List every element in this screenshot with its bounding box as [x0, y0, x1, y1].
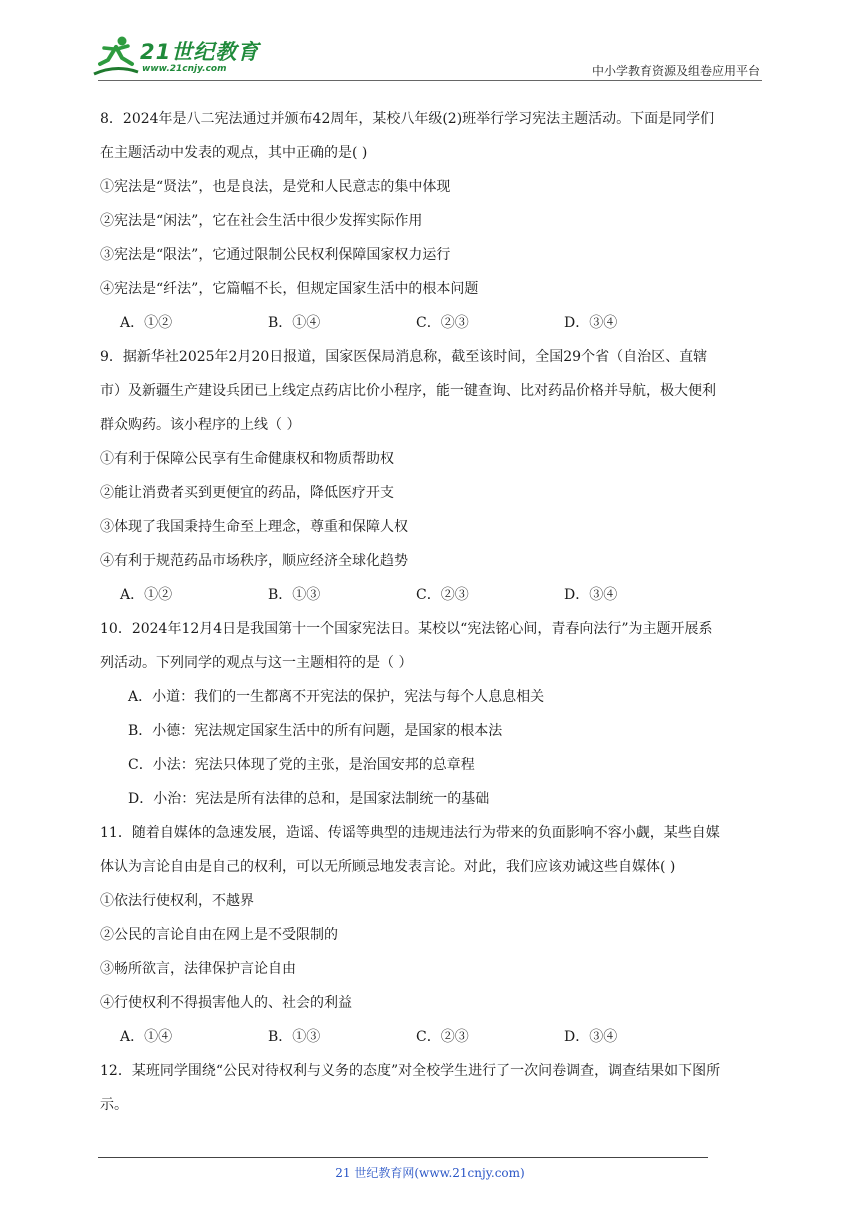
- question-8: [100, 102, 764, 340]
- option-a[interactable]: A．小道：我们的一生都离不开宪法的保护，宪法与每个人息息相关: [128, 689, 545, 705]
- statement-item: ④宪法是“纤法”，它篇幅不长，但规定国家生活中的根本问题: [100, 281, 479, 297]
- question-11: [100, 816, 764, 1054]
- option-b[interactable]: B．小德：宪法规定国家生活中的所有问题，是国家的根本法: [128, 723, 503, 739]
- logo-url: www.21cnjy.com: [142, 64, 227, 74]
- option-d[interactable]: D．③④: [564, 587, 618, 603]
- question-stem: 8．2024年是八二宪法通过并颁布42周年，某校八年级(2)班举行学习宪法主题活动。下面是同学们: [100, 111, 715, 127]
- option-b[interactable]: B．①③: [268, 587, 321, 603]
- site-logo[interactable]: [92, 34, 262, 80]
- question-stem: 11．随着自媒体的急速发展，造谣、传谣等典型的违规违法行为带来的负面影响不容小觑，某些自媒: [100, 825, 720, 841]
- statement-item: ②公民的言论自由在网上是不受限制的: [100, 927, 338, 943]
- question-stem: 9．据新华社2025年2月20日报道，国家医保局消息称，截至该时间，全国29个省（自治区、直辖: [100, 349, 708, 365]
- runner-logo-icon: [92, 34, 140, 78]
- question-9: [100, 340, 764, 612]
- logo-text: 21世纪教育: [140, 40, 260, 64]
- question-stem: 10．2024年12月4日是我国第十一个国家宪法日。某校以“宪法铭心间，青春向法行”为主题开展系: [100, 621, 713, 637]
- option-c[interactable]: C．小法：宪法只体现了党的主张，是治国安邦的总章程: [128, 757, 475, 773]
- option-a[interactable]: A．①②: [120, 315, 173, 331]
- statement-item: ③宪法是“限法”，它通过限制公民权利保障国家权力运行: [100, 247, 451, 263]
- statement-item: ①有利于保障公民享有生命健康权和物质帮助权: [100, 451, 394, 467]
- question-10: [100, 612, 764, 816]
- answer-options: [100, 578, 764, 612]
- option-d[interactable]: D．③④: [564, 1029, 618, 1045]
- page-header: [0, 0, 860, 82]
- option-b[interactable]: B．①④: [268, 315, 321, 331]
- option-b[interactable]: B．①③: [268, 1029, 321, 1045]
- answer-options: [100, 1020, 764, 1054]
- statement-item: ①宪法是“贤法”，也是良法，是党和人民意志的集中体现: [100, 179, 451, 195]
- statement-item: ②宪法是“闲法”，它在社会生活中很少发挥实际作用: [100, 213, 423, 229]
- statement-item: ②能让消费者买到更便宜的药品，降低医疗开支: [100, 485, 394, 501]
- exam-content: [100, 102, 764, 1122]
- footer-link[interactable]: 21 世纪教育网(www.21cnjy.com): [335, 1166, 525, 1180]
- platform-title: 中小学教育资源及组卷应用平台: [591, 64, 760, 78]
- question-stem: 在主题活动中发表的观点，其中正确的是( ): [100, 145, 368, 161]
- option-d[interactable]: D．③④: [564, 315, 618, 331]
- header-divider: [98, 80, 762, 81]
- option-a[interactable]: A．①②: [120, 587, 173, 603]
- question-stem: 市）及新疆生产建设兵团已上线定点药店比价小程序，能一键查询、比对药品价格并导航，极大便利: [100, 383, 716, 399]
- option-c[interactable]: C．②③: [416, 1029, 469, 1045]
- option-a[interactable]: A．①④: [120, 1029, 173, 1045]
- option-c[interactable]: C．②③: [416, 315, 469, 331]
- statement-item: ④行使权利不得损害他人的、社会的利益: [100, 995, 352, 1011]
- statement-item: ①依法行使权利，不越界: [100, 893, 254, 909]
- option-d[interactable]: D．小治：宪法是所有法律的总和，是国家法制统一的基础: [128, 791, 490, 807]
- footer-divider: [98, 1157, 708, 1158]
- statement-item: ③体现了我国秉持生命至上理念，尊重和保障人权: [100, 519, 408, 535]
- question-stem: 列活动。下列同学的观点与这一主题相符的是（ ）: [100, 655, 413, 671]
- answer-options: [100, 306, 764, 340]
- question-stem: 12．某班同学围绕“公民对待权利与义务的态度”对全校学生进行了一次问卷调查，调查结果如下图所: [100, 1063, 721, 1079]
- question-stem: 示。: [100, 1097, 128, 1113]
- statement-item: ④有利于规范药品市场秩序，顺应经济全球化趋势: [100, 553, 408, 569]
- statement-item: ③畅所欲言，法律保护言论自由: [100, 961, 296, 977]
- option-c[interactable]: C．②③: [416, 587, 469, 603]
- question-stem: 体认为言论自由是自己的权利，可以无所顾忌地发表言论。对此，我们应该劝诫这些自媒体( ): [100, 859, 676, 875]
- question-stem: 群众购药。该小程序的上线（ ）: [100, 417, 301, 433]
- question-12: [100, 1054, 764, 1122]
